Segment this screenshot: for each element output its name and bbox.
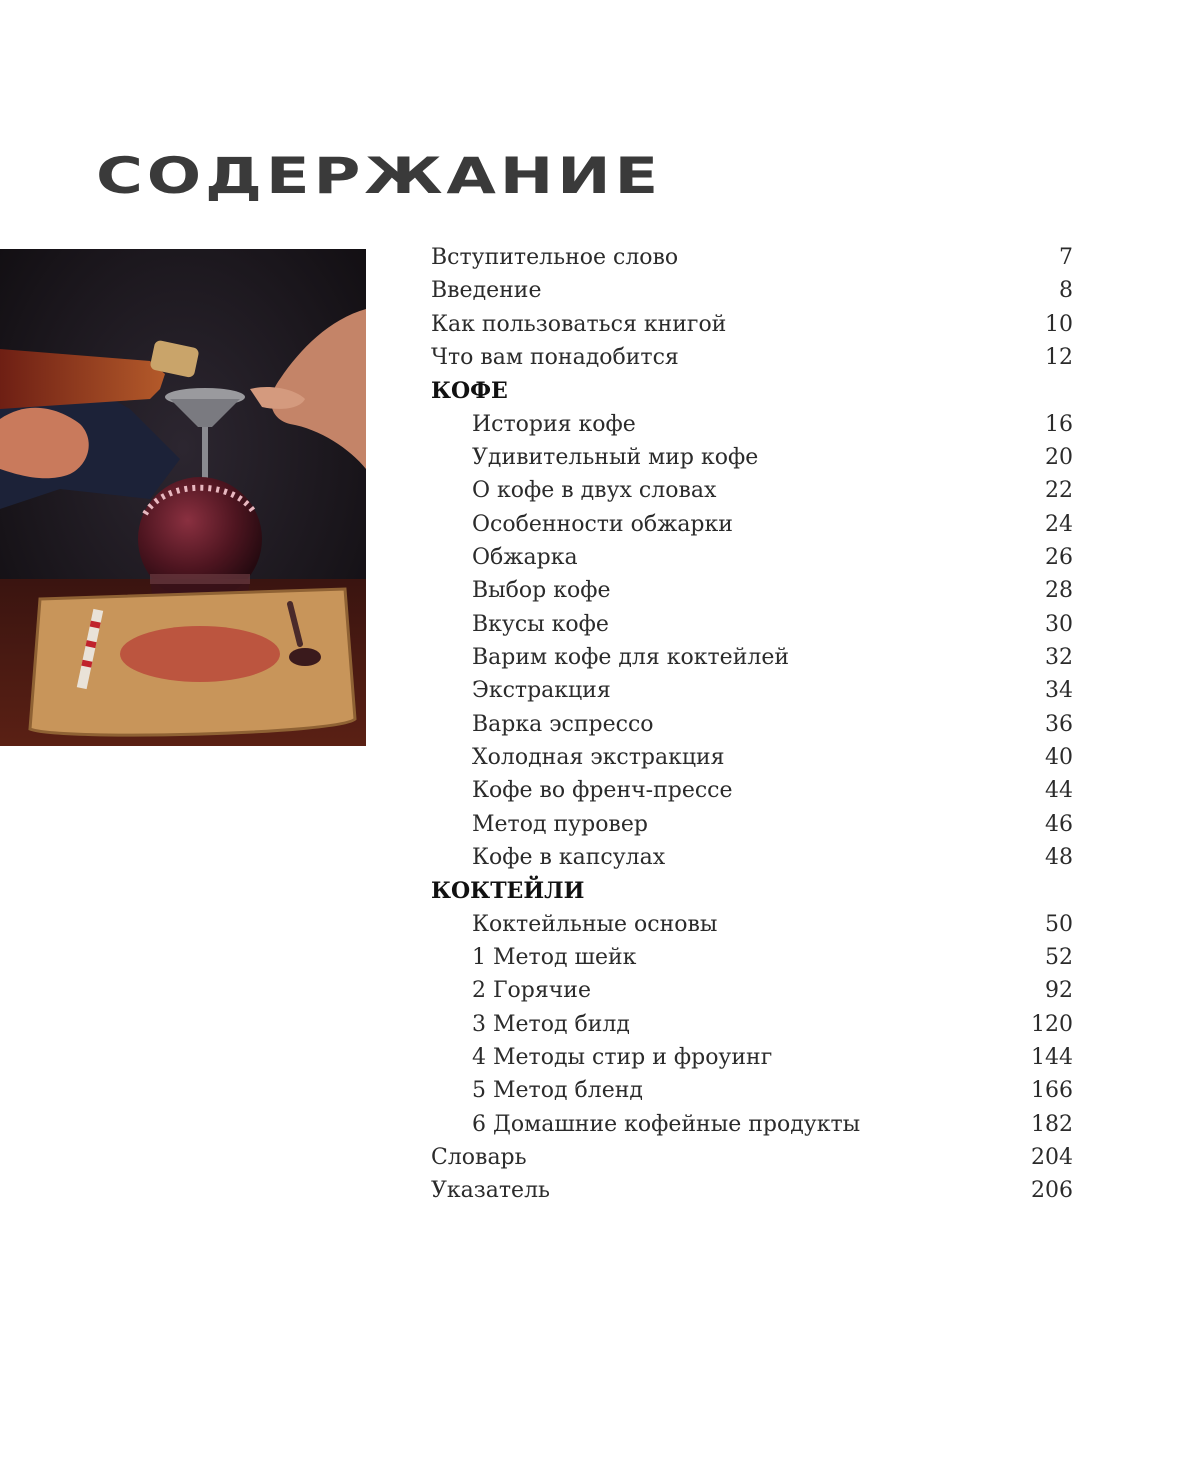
toc-entry-title: Особенности обжарки xyxy=(472,511,733,537)
toc-section-heading xyxy=(431,374,1073,407)
toc-entry-page: 36 xyxy=(1045,711,1073,737)
toc-entry xyxy=(431,308,1073,341)
toc-entry-title: 5 Метод бленд xyxy=(472,1078,643,1104)
toc-entry xyxy=(431,941,1073,974)
toc-entry-title: 1 Метод шейк xyxy=(472,945,637,971)
toc-entry xyxy=(431,241,1073,274)
page-title: СОДЕРЖАНИЕ xyxy=(96,147,663,205)
toc-entry-page: 46 xyxy=(1045,811,1073,837)
toc-entry xyxy=(431,1074,1073,1107)
toc-entry-title: КОКТЕЙЛИ xyxy=(431,877,585,904)
toc-entry xyxy=(431,974,1073,1007)
toc-entry-title: Как пользоваться книгой xyxy=(431,311,727,337)
toc-entry-page: 24 xyxy=(1045,511,1073,537)
toc-entry-title: Метод пуровер xyxy=(472,811,648,837)
toc-entry-page: 182 xyxy=(1031,1111,1073,1137)
toc-entry-title: Что вам понадобится xyxy=(431,345,679,371)
toc-entry xyxy=(431,1041,1073,1074)
toc-entry-page: 40 xyxy=(1045,745,1073,771)
toc-entry-page: 120 xyxy=(1031,1011,1073,1037)
toc-entry-page: 10 xyxy=(1045,311,1073,337)
toc-entry-page: 28 xyxy=(1045,578,1073,604)
toc-entry-title: Словарь xyxy=(431,1145,527,1171)
toc-entry-title: 6 Домашние кофейные продукты xyxy=(472,1111,861,1137)
toc-entry-title: Экстракция xyxy=(472,678,611,704)
toc-entry xyxy=(431,674,1073,707)
toc-entry-title: Кофе во френч-прессе xyxy=(472,778,733,804)
toc-entry xyxy=(431,1141,1073,1174)
toc-entry-page: 12 xyxy=(1045,345,1073,371)
toc-entry xyxy=(431,274,1073,307)
toc-entry-title: Вступительное слово xyxy=(431,245,679,271)
toc-entry-title: 4 Методы стир и фроуинг xyxy=(472,1045,773,1071)
toc-entry-page: 166 xyxy=(1031,1078,1073,1104)
toc-entry-page: 32 xyxy=(1045,645,1073,671)
toc-entry-page: 50 xyxy=(1045,911,1073,937)
toc-entry xyxy=(431,741,1073,774)
toc-entry-page: 22 xyxy=(1045,478,1073,504)
toc-entry xyxy=(431,1108,1073,1141)
toc-section-heading xyxy=(431,874,1073,907)
toc-entry xyxy=(431,508,1073,541)
toc-entry-title: Варим кофе для коктейлей xyxy=(472,645,790,671)
toc-entry xyxy=(431,1008,1073,1041)
toc-entry-page: 44 xyxy=(1045,778,1073,804)
toc-entry xyxy=(431,574,1073,607)
toc-entry xyxy=(431,841,1073,874)
toc-entry-title: Холодная экстракция xyxy=(472,745,725,771)
toc-entry-page: 144 xyxy=(1031,1045,1073,1071)
toc-entry-page: 20 xyxy=(1045,445,1073,471)
toc-entry-page: 48 xyxy=(1045,845,1073,871)
toc-entry-title: О кофе в двух словах xyxy=(472,478,717,504)
toc-entry xyxy=(431,774,1073,807)
toc-entry-page: 26 xyxy=(1045,545,1073,571)
toc-entry-page: 30 xyxy=(1045,611,1073,637)
toc-entry xyxy=(431,441,1073,474)
toc-entry-page: 7 xyxy=(1059,245,1073,271)
toc-entry-page: 206 xyxy=(1031,1178,1073,1204)
toc-entry-title: Указатель xyxy=(431,1178,551,1204)
toc-entry-page: 92 xyxy=(1045,978,1073,1004)
toc-entry-title: Вкусы кофе xyxy=(472,611,609,637)
toc-entry-title: Выбор кофе xyxy=(472,578,611,604)
toc-entry-title: Обжарка xyxy=(472,545,578,571)
toc-entry-page: 52 xyxy=(1045,945,1073,971)
toc-entry xyxy=(431,474,1073,507)
toc-entry xyxy=(431,408,1073,441)
toc-entry-page: 204 xyxy=(1031,1145,1073,1171)
toc-entry-title: Кофе в капсулах xyxy=(472,845,666,871)
toc-entry xyxy=(431,341,1073,374)
toc-entry xyxy=(431,1174,1073,1207)
toc-entry-page: 16 xyxy=(1045,411,1073,437)
toc-entry-title: Введение xyxy=(431,278,542,304)
toc-entry-page: 8 xyxy=(1059,278,1073,304)
toc-entry xyxy=(431,908,1073,941)
toc-entry-page: 34 xyxy=(1045,678,1073,704)
toc-entry-title: Коктейльные основы xyxy=(472,911,718,937)
toc-entry xyxy=(431,808,1073,841)
toc-entry-title: 3 Метод билд xyxy=(472,1011,630,1037)
toc-entry-title: 2 Горячие xyxy=(472,978,591,1004)
toc-entry-title: Варка эспрессо xyxy=(472,711,654,737)
toc-entry-title: КОФЕ xyxy=(431,377,508,404)
toc-entry-title: Удивительный мир кофе xyxy=(472,445,759,471)
toc-entry-title: История кофе xyxy=(472,411,636,437)
toc-entry xyxy=(431,641,1073,674)
toc-entry xyxy=(431,608,1073,641)
toc-entry xyxy=(431,708,1073,741)
table-of-contents xyxy=(431,241,1073,1208)
toc-entry xyxy=(431,541,1073,574)
cocktail-photo xyxy=(0,249,366,746)
